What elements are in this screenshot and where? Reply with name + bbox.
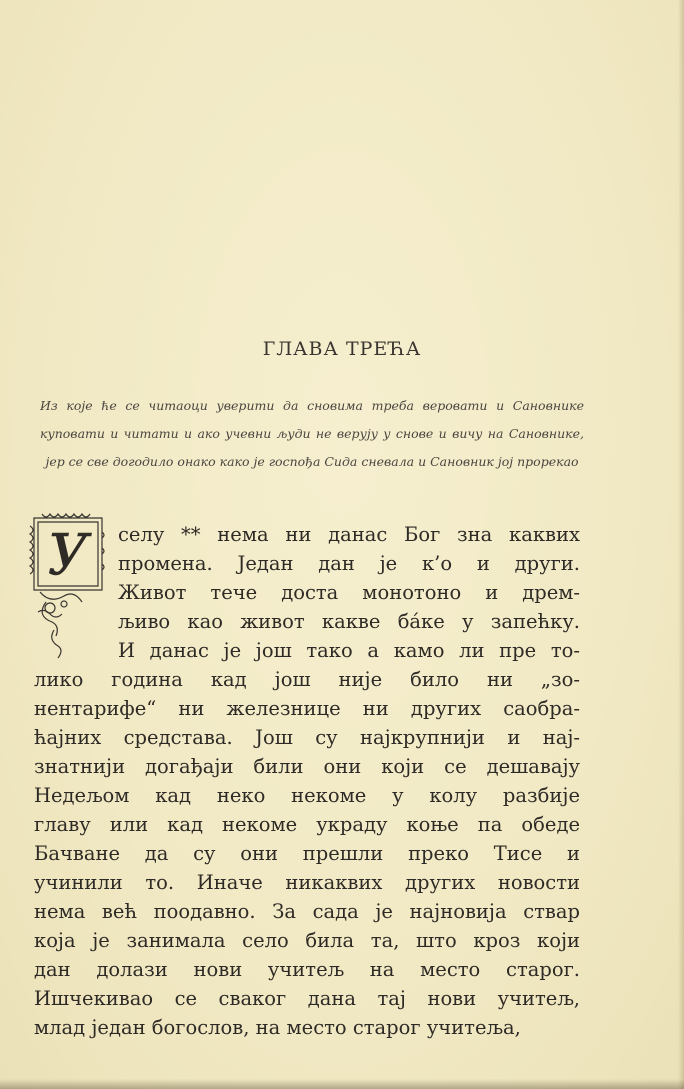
body-line: Недељом кад неко некоме у колу разбије <box>34 784 580 807</box>
body-line: Живот тече доста монотоно и дрем- <box>118 581 580 604</box>
body-line: Ишчекивао се сваког дана тај нови учитељ, <box>34 987 580 1010</box>
body-line: Бачване да су они прешли преко Тисе и <box>34 842 580 865</box>
body-line: главу или кад некоме украду коње па обеде <box>34 813 580 836</box>
drop-cap-ornament-icon <box>28 512 108 664</box>
body-line: лико година кад још није било ни „зо- <box>34 668 580 691</box>
body-line: која је занимала село била та, што кроз који <box>34 929 580 952</box>
body-line: љиво као живот какве ба́ке у запећку. <box>118 610 580 633</box>
ornamental-drop-cap <box>28 512 108 664</box>
body-text <box>34 520 580 1042</box>
drop-cap-letter: У <box>47 523 89 588</box>
page-edge-shadow <box>678 0 684 1089</box>
body-line: селу ** нема ни данас Бог зна каквих <box>118 523 580 546</box>
page-bottom-shadow <box>0 1079 684 1089</box>
body-line: нема већ поодавно. За сада је најновија ствар <box>34 900 580 923</box>
body-line: млад један богослов, на место старог учитеља, <box>34 1016 521 1039</box>
body-line: И данас је још тако а камо ли пре то- <box>118 639 580 662</box>
body-line: учинили то. Иначе никаквих других новости <box>34 871 580 894</box>
body-line: нентарифе“ ни железнице ни других саобра- <box>34 697 580 720</box>
chapter-title: ГЛАВА ТРЕЋА <box>262 338 422 360</box>
body-line: знатнији догађаји били они који се дешавају <box>34 755 580 778</box>
body-line: дан долази нови учитељ на место старог. <box>34 958 580 981</box>
body-line: ћајних средстава. Још су најкрупнији и нај- <box>34 726 580 749</box>
chapter-summary: Из које ће се читаоци уверити да сновима треба веровати и Сановнике куповати и читати и ако учевни људи не верују у снове и вичу на Сановнике, јер се све догодило онако како је госпођа Сида сневала и Сановник јој прорекао <box>40 398 584 469</box>
body-line: промена. Један дан је к’о и други. <box>118 552 580 575</box>
